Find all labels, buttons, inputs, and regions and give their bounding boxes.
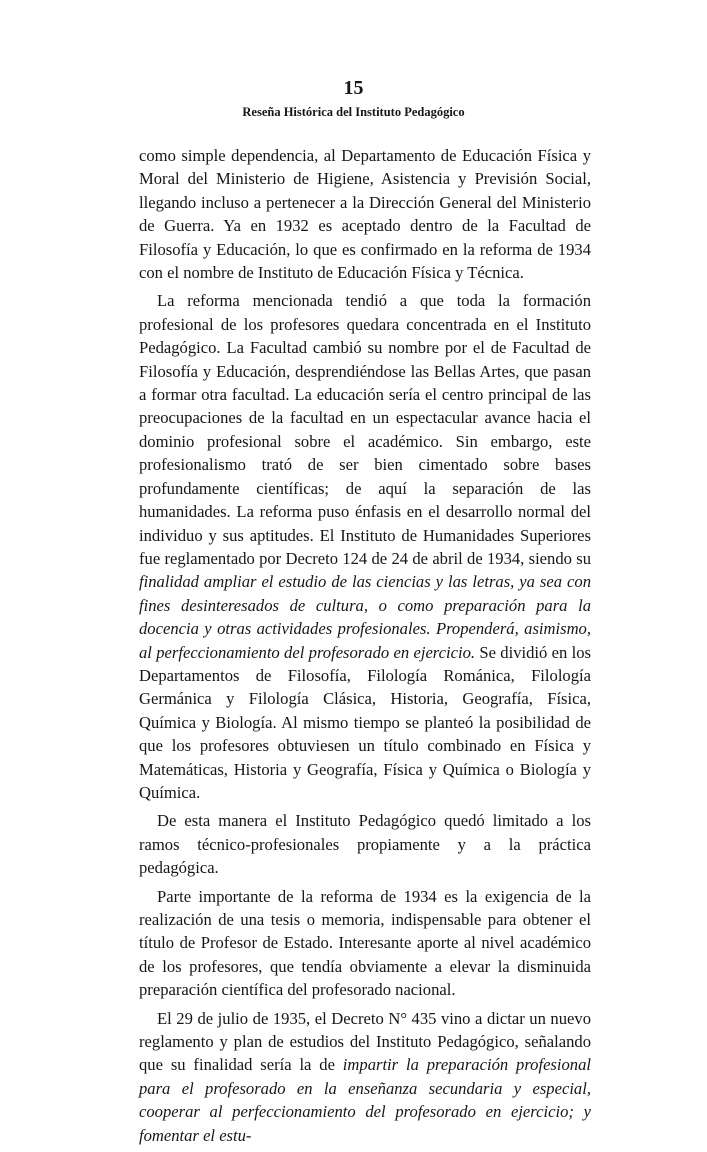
italic-text-run: finalidad ampliar el estudio de las ciencias y las letras, ya sea con fines desinteresados de cultura, o como preparación para la docencia y otras actividades profesionales. Propenderá, asimismo, al perfeccionamiento del profesorado en ejercicio. xyxy=(139,572,591,662)
paragraph xyxy=(139,809,591,879)
page-number: 15 xyxy=(343,77,364,99)
paragraph xyxy=(139,289,591,804)
paragraph xyxy=(139,1007,591,1147)
paragraph xyxy=(139,885,591,1002)
text-run: El 29 de julio de 1935, el Decreto N° 435 vino a dictar un nuevo reglamento y plan de estudios del Instituto Pedagógico, señalando que su finalidad sería la de xyxy=(139,1008,591,1075)
paragraph xyxy=(139,144,591,284)
text-run: como simple dependencia, al Departamento de Educación Física y Moral del Ministerio de Higiene, Asistencia y Previsión Social, llegando incluso a pertenecer a la Dirección General del Ministerio de Guerra. Ya en 1932 es aceptado dentro de la Facultad de Filosofía y Educación, lo que es confirmado en la reforma de 1934 con el nombre de Instituto de Educación Física y Técnica. xyxy=(139,146,591,283)
text-run: De esta manera el Instituto Pedagógico quedó limitado a los ramos técnico-profesionales propiamente y a la práctica pedagógica. xyxy=(139,811,591,878)
body-text xyxy=(139,144,591,1152)
text-run: Se dividió en los Departamentos de Filosofía, Filología Románica, Filología Germánica y Filología Clásica, Historia, Geografía, Física, Química y Biología. Al mismo tiempo se planteó la posibilidad de que los profesores obtuviesen un título combinado en Física y Matemáticas, Historia y Geografía, Física y Química o Biología y Química. xyxy=(139,642,592,802)
running-title: Reseña Histórica del Instituto Pedagógico xyxy=(242,105,465,119)
italic-text-run: impartir la preparación profesional para el profesorado en la enseñanza secundaria y especial, cooperar al perfeccionamiento del profesorado en ejercicio; y fomentar el estu- xyxy=(139,1055,591,1145)
text-run: La reforma mencionada tendió a que toda la formación profesional de los profesores quedara concentrada en el Instituto Pedagógico. La Facultad cambió su nombre por el de Facultad de Filosofía y Educación, desprendiéndose las Bellas Artes, que pasan a formar otra facultad. La educación sería el centro principal de las preocupaciones de la facultad en un espectacular avance hacia el dominio profesional sobre el académico. Sin embargo, este profesionalismo trató de ser bien cimentado sobre bases profundamente científicas; de aquí la separación de las humanidades. La reforma puso énfasis en el desarrollo normal del individuo y sus aptitudes. El Instituto de Humanidades Superiores fue reglamentado por Decreto 124 de 24 de abril de 1934, siendo su xyxy=(139,291,591,568)
text-run: Parte importante de la reforma de 1934 es la exigencia de la realización de una tesis o memoria, indispensable para obtener el título de Profesor de Estado. Interesante aporte al nivel académico de los profesores, que tendía obviamente a elevar la disminuida preparación científica del profesorado nacional. xyxy=(139,886,591,1000)
